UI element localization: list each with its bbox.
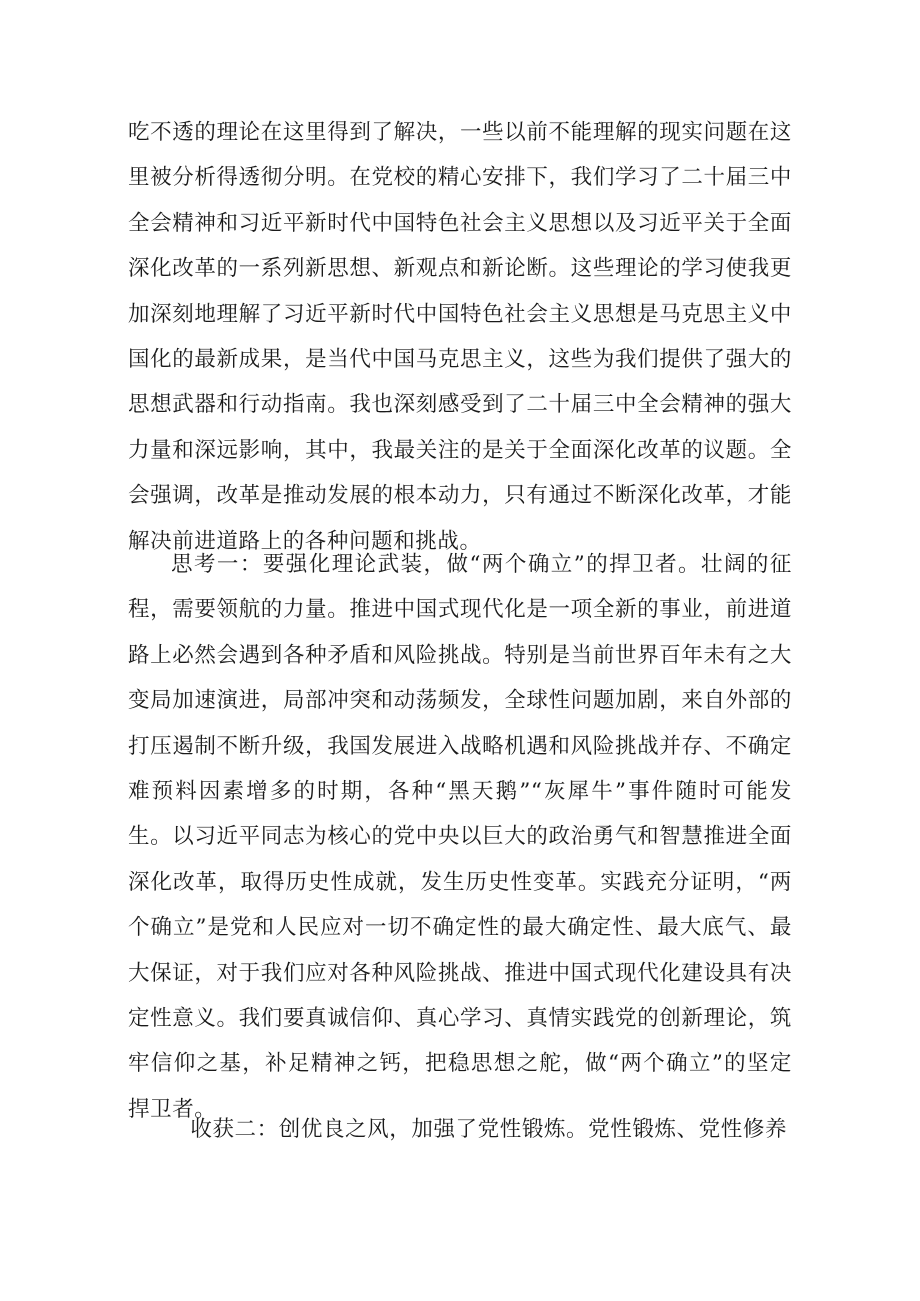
paragraph-continuation: 吃不透的理论在这里得到了解决，一些以前不能理解的现实问题在这里被分析得透彻分明。在党校的精心安排下，我们学习了二十届三中全会精神和习近平新时代中国特色社会主义思想以及习近平关于全面深化改革的一系列新思想、新观点和新论断。这些理论的学习使我更加深刻地理解了习近平新时代中国特色社会主义思想是马克思主义中国化的最新成果，是当代中国马克思主义，这些为我们提供了强大的思想武器和行动指南。我也深刻感受到了二十届三中全会精神的强大力量和深远影响，其中，我最关注的是关于全面深化改革的议题。全会强调，改革是推动发展的根本动力，只有通过不断深化改革，才能解决前进道路上的各种问题和挑战。 xyxy=(128,120,792,554)
body-text-block-2 xyxy=(128,542,792,1132)
body-text-block-1 xyxy=(128,110,792,564)
paragraph-harvest-two: 收获二：创优良之风，加强了党性锻炼。党性锻炼、党性修养 xyxy=(190,1117,788,1142)
body-text-block-3 xyxy=(128,1107,792,1152)
paragraph-thinking-one: 思考一：要强化理论武装，做“两个确立”的捍卫者。壮阔的征程，需要领航的力量。推进中国式现代化是一项全新的事业，前进道路上必然会遇到各种矛盾和风险挑战。特别是当前世界百年未有之大变局加速演进，局部冲突和动荡频发，全球性问题加剧，来自外部的打压遏制不断升级，我国发展进入战略机遇和风险挑战并存、不确定难预料因素增多的时期，各种“黑天鹅”“灰犀牛”事件随时可能发生。以习近平同志为核心的党中央以巨大的政治勇气和智慧推进全面深化改革，取得历史性成就，发生历史性变革。实践充分证明，“两个确立”是党和人民应对一切不确定性的最大确定性、最大底气、最大保证，对于我们应对各种风险挑战、推进中国式现代化建设具有决定性意义。我们要真诚信仰、真心学习、真情实践党的创新理论，筑牢信仰之基，补足精神之钙，把稳思想之舵，做“两个确立”的坚定捍卫者。 xyxy=(128,552,792,1122)
